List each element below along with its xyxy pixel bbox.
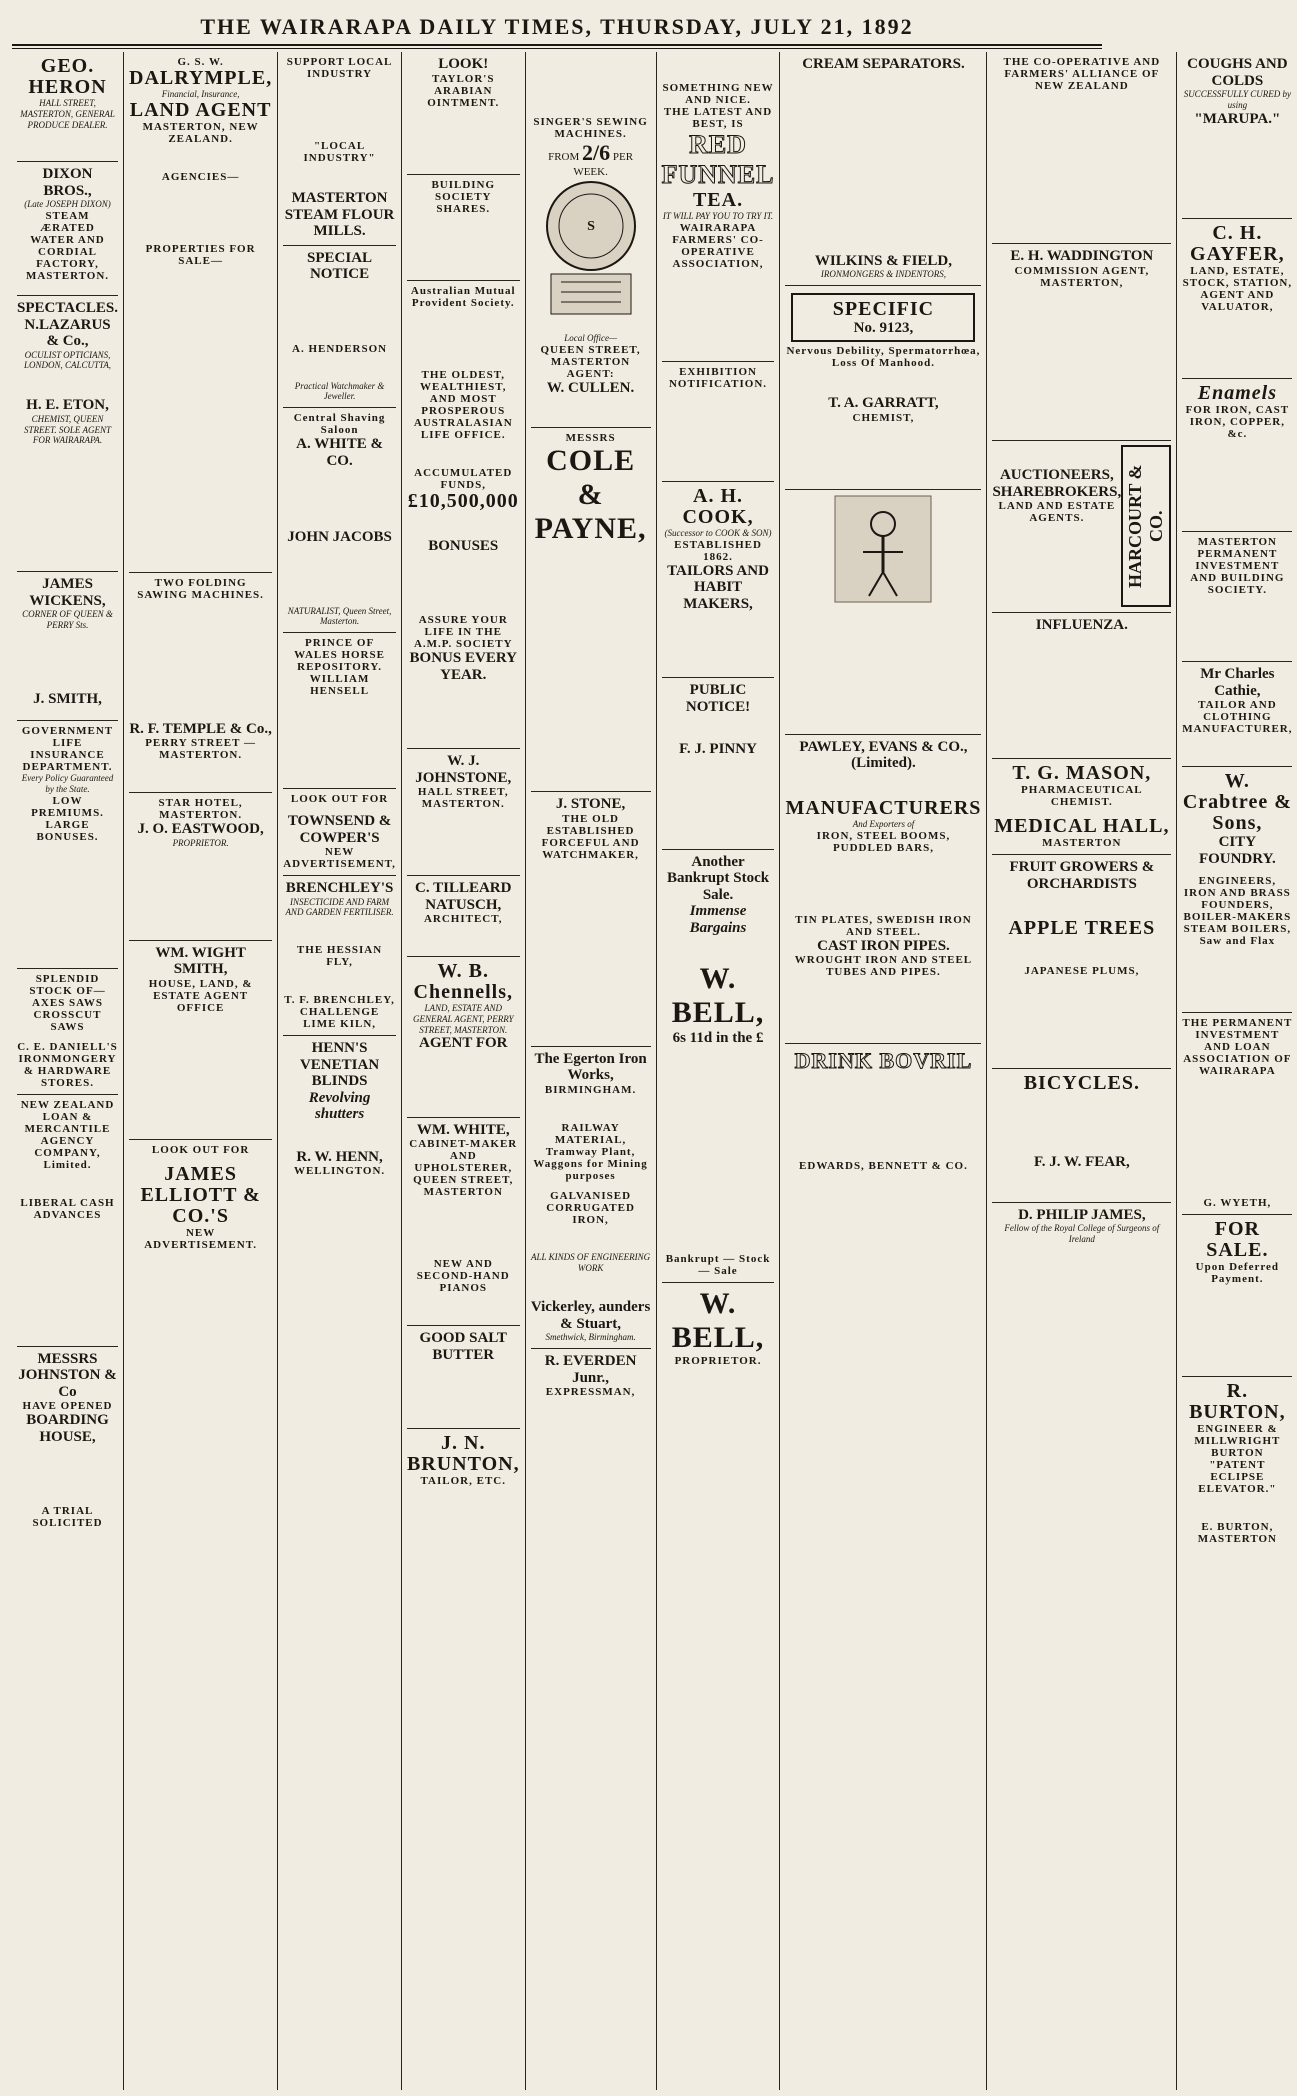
pawley-name: PAWLEY, EVANS & CO., (Limited).	[799, 738, 968, 772]
boarding-house: BOARDING HOUSE,	[26, 1412, 109, 1445]
natusch-sub: ARCHITECT,	[423, 913, 503, 925]
wickens-name: JAMES WICKENS,	[29, 576, 106, 609]
bicycles-heading: BICYCLES.	[1023, 1072, 1140, 1094]
vickerley-name: Vickerley, aunders & Stuart,	[530, 1299, 651, 1332]
bell-name: W. BELL,	[671, 962, 765, 1030]
stone-sub: THE OLD ESTABLISHED FORCEFUL AND WATCHMAKER,	[541, 812, 640, 861]
coughs-heading: COUGHS AND COLDS	[1187, 56, 1288, 89]
engineers-line: ENGINEERS, IRON AND BRASS FOUNDERS, BOILER-MAKERS	[1183, 875, 1292, 924]
deferred-line: Upon Deferred Payment.	[1195, 1261, 1280, 1286]
ad-enamels	[1182, 379, 1292, 532]
singer-heading: SINGER'S SEWING MACHINES.	[533, 116, 648, 140]
ad-elliott	[129, 1140, 272, 1256]
ad-nz-loan	[17, 1095, 118, 1347]
gayfer-name: C. H. GAYFER,	[1190, 222, 1285, 266]
for-sale-heading: FOR SALE.	[1206, 1218, 1269, 1262]
lookout2-heading: LOOK OUT FOR	[290, 793, 389, 806]
ad-dalrymple	[129, 52, 272, 573]
ad-heron	[17, 52, 118, 162]
bonus-year: BONUS EVERY YEAR.	[409, 650, 517, 683]
ad-waddington	[992, 244, 1171, 441]
ad-nz-invest	[1182, 1013, 1292, 1215]
wilkins-sub: IRONMONGERS & INDENTORS,	[820, 269, 946, 279]
figure-illustration-icon	[833, 494, 933, 604]
local-office: Local Office—	[564, 333, 617, 343]
brenchley-works: CHALLENGE LIME KILN,	[299, 1006, 380, 1031]
garratt-name: T. A. GARRATT,	[828, 395, 939, 412]
coughs-sub: SUCCESSFULLY CURED by using	[1183, 89, 1292, 110]
ad-johnston	[17, 1347, 118, 1535]
wickens-sub: CORNER OF QUEEN & PERRY Sts.	[22, 609, 113, 630]
ad-mason	[992, 759, 1171, 855]
ad-sawing	[129, 573, 272, 794]
brenchley-name: T. F. BRENCHLEY,	[284, 994, 395, 1007]
heron-sub: HALL STREET, MASTERTON, GENERAL PRODUCE DEALER.	[20, 98, 115, 130]
column-8	[987, 52, 1177, 2090]
land-agent-heading: LAND AGENT	[129, 98, 272, 121]
ad-natusch	[407, 876, 520, 957]
look-heading: LOOK!	[438, 56, 489, 72]
splendid-stock: SPLENDID STOCK OF—	[29, 972, 106, 997]
johnston-sub: HAVE OPENED	[22, 1400, 113, 1413]
dixon-sub: (Late JOSEPH DIXON)	[24, 199, 111, 210]
price-from: FROM	[548, 151, 580, 163]
white-wm-sub: CABINET-MAKER AND UPHOLSTERER, QUEEN STREET, MASTERTON	[409, 1138, 518, 1199]
tea-sub: IT WILL PAY YOU TO TRY IT.	[662, 211, 774, 221]
ad-amp	[407, 281, 520, 750]
fear-name: F. J. W. FEAR,	[1033, 1154, 1130, 1170]
ad-fruit-growers	[992, 855, 1171, 1069]
building-heading: BUILDING SOCIETY SHARES.	[431, 178, 496, 215]
sharebrokers-line: SHAREBROKERS,	[992, 483, 1122, 500]
hensell-name: WILLIAM HENSELL	[309, 673, 370, 698]
ad-crabtree	[1182, 767, 1292, 1013]
price-per: PER WEEK.	[573, 151, 634, 178]
specific-heading: SPECIFIC	[832, 297, 935, 320]
eastwood-sub: PROPRIETOR.	[172, 837, 229, 848]
ad-philip-james	[992, 1203, 1171, 1250]
ad-star-hotel	[129, 793, 272, 940]
wright-sub: HOUSE, LAND, & ESTATE AGENT OFFICE	[148, 977, 253, 1014]
fruit-heading: FRUIT GROWERS & ORCHARDISTS	[1009, 859, 1155, 892]
chennells-sub: LAND, ESTATE AND GENERAL AGENT, PERRY STREET, MASTERTON.	[412, 1003, 514, 1035]
ad-brunton	[407, 1429, 520, 1492]
gov-sub: Every Policy Guaranteed by the State.	[21, 773, 114, 795]
price-value: 2/6	[582, 140, 611, 165]
burton-location: E. BURTON, MASTERTON	[1197, 1521, 1278, 1546]
spectacles-heading: SPECTACLES.	[17, 300, 119, 317]
egerton-sub: BIRMINGHAM.	[544, 1083, 637, 1096]
dalrymple-location: MASTERTON, NEW ZEALAND.	[142, 120, 259, 145]
oldest-heading: THE OLDEST, WEALTHIEST, AND MOST PROSPEROUS AUSTRALASIAN LIFE OFFICE.	[413, 368, 513, 441]
ad-pawley	[785, 735, 981, 1044]
gayfer-sub: LAND, ESTATE, STOCK, STATION, AGENT AND VALUATOR,	[1182, 265, 1293, 314]
ad-johnstone	[407, 749, 520, 876]
lookout-heading: LOOK OUT FOR	[151, 1143, 250, 1156]
ad-permanent-building	[1182, 532, 1292, 662]
columns	[12, 52, 1293, 2090]
local-industry-line: "LOCAL INDUSTRY"	[303, 140, 376, 164]
jacobs-name: JOHN JACOBS	[287, 529, 392, 546]
cook-name: A. H. COOK,	[682, 484, 754, 528]
land-estate-line: LAND AND ESTATE AGENTS.	[998, 500, 1116, 524]
cole-name: COLE &	[546, 444, 636, 512]
ad-specific	[785, 286, 981, 490]
tailors-line: TAILORS AND HABIT MAKERS,	[667, 562, 769, 612]
ad-cooperative	[992, 52, 1171, 244]
farmers-line: WAIRARAPA FARMERS' CO-OPERATIVE ASSOCIATION,	[672, 221, 764, 270]
mason-name: T. G. MASON,	[1012, 762, 1152, 784]
support-heading: SUPPORT LOCAL INDUSTRY	[286, 56, 393, 80]
low-premiums: LOW PREMIUMS.	[31, 794, 104, 819]
medical-sub: MASTERTON	[1042, 837, 1122, 849]
liberal-advances: LIBERAL CASH ADVANCES	[20, 1196, 115, 1221]
payne-name: PAYNE,	[534, 512, 647, 546]
pianos-heading: NEW AND SECOND-HAND PIANOS	[416, 1258, 510, 1295]
column-3	[278, 52, 402, 2090]
brenchley-heading: BRENCHLEY'S	[285, 880, 394, 897]
manufacturers-heading: MANUFACTURERS	[785, 796, 982, 819]
everden-name: R. EVERDEN Junr.,	[544, 1353, 637, 1386]
marupa-name: "MARUPA."	[1194, 110, 1281, 127]
nz-invest-heading: THE PERMANENT INVESTMENT AND LOAN ASSOCIATION OF WAIRARAPA	[1182, 1017, 1293, 1078]
ad-daniell	[17, 969, 118, 1095]
townsend-sub: NEW ADVERTISEMENT,	[283, 846, 396, 871]
ad-cream-separators	[785, 52, 981, 286]
brunton-sub: TAILOR, ETC.	[420, 1475, 506, 1488]
bovril-heading: DRINK BOVRIL	[794, 1048, 973, 1074]
lazarus-sub: OCULIST OPTICIANS, LONDON, CALCUTTA,	[23, 349, 112, 371]
waddington-name: E. H. WADDINGTON	[1010, 248, 1154, 264]
shaving-heading: Central Shaving Saloon	[293, 412, 386, 437]
ad-bell	[662, 850, 775, 1283]
railway-line: RAILWAY MATERIAL, Tramway Plant, Waggons for Mining purposes	[533, 1121, 648, 1182]
wright-name: WM. WIGHT SMITH,	[155, 944, 246, 978]
ad-government-life	[17, 721, 118, 969]
ad-exhibition	[662, 362, 775, 482]
chennells-name: W. B. Chennells,	[413, 960, 513, 1003]
revolving-heading: Revolving shutters	[308, 1089, 371, 1123]
properties-heading: PROPERTIES FOR SALE—	[145, 242, 256, 267]
column-1	[12, 52, 124, 2090]
gov-title: GOVERNMENT LIFE INSURANCE DEPARTMENT.	[21, 725, 114, 774]
daniell-stores: C. E. DANIELL'S IRONMONGERY & HARDWARE STORES.	[17, 1040, 118, 1089]
crabtree-name: W. Crabtree & Sons,	[1182, 770, 1292, 835]
bell2-name: W. BELL,	[671, 1286, 765, 1354]
column-7	[780, 52, 987, 2090]
johnstone-name: W. J. JOHNSTONE,	[415, 753, 512, 786]
bonuses-heading: BONUSES	[428, 537, 499, 554]
temple-name: R. F. TEMPLE & Co.,	[129, 720, 272, 737]
latest-best: THE LATEST AND BEST, IS	[663, 106, 773, 130]
ad-for-sale	[1182, 1215, 1292, 1377]
column-2	[124, 52, 278, 2090]
another-heading: Another Bankrupt Stock Sale.	[666, 853, 770, 903]
svg-text:S: S	[586, 219, 595, 234]
burton-sub: ENGINEER & MILLWRIGHT	[1194, 1423, 1281, 1448]
dalrymple-name: DALRYMPLE,	[129, 67, 273, 89]
harcourt-vertical: HARCOURT & CO.	[1121, 445, 1171, 607]
brenchley-sub: INSECTICIDE AND FARM AND GARDEN FERTILISER.	[285, 896, 394, 918]
philip-sub: Fellow of the Royal College of Surgeons of Ireland	[1004, 1223, 1160, 1244]
henns-heading: HENN'S	[311, 1040, 368, 1057]
dixon-line: STEAM ÆRATED WATER AND CORDIAL FACTORY, MASTERTON.	[25, 210, 110, 283]
special-notice-heading: SPECIAL NOTICE	[307, 249, 373, 282]
ad-shaving	[283, 408, 396, 633]
assure-heading: ASSURE YOUR LIFE IN THE A.M.P. SOCIETY	[413, 614, 513, 650]
henn-location: WELLINGTON.	[293, 1165, 386, 1178]
ad-stone	[531, 792, 651, 1047]
henderson-name: A. HENDERSON	[292, 342, 388, 355]
manufacturers-sub: And Exporters of	[852, 818, 915, 829]
eastwood-name: J. O. EASTWOOD,	[137, 821, 264, 838]
prince-heading: PRINCE OF WALES HORSE REPOSITORY.	[294, 637, 385, 674]
column-9	[1177, 52, 1297, 2090]
column-6	[657, 52, 781, 2090]
mason-sub: PHARMACEUTICAL CHEMIST.	[1021, 784, 1143, 808]
enamels-heading: Enamels	[1197, 382, 1277, 405]
cullen-name: W. CULLEN.	[546, 379, 635, 396]
crabtree-sub: CITY FOUNDRY.	[1198, 834, 1276, 867]
heron-name: GEO. HERON	[28, 55, 107, 98]
public-notice-heading: PUBLIC NOTICE!	[685, 682, 751, 715]
ad-building-shares	[407, 175, 520, 281]
waddington-sub: COMMISSION AGENT, MASTERTON,	[1014, 264, 1150, 289]
wrought-line: WROUGHT IRON AND STEEL TUBES AND PIPES.	[794, 954, 973, 979]
steam-boilers-line: STEAM BOILERS, Saw and Flax	[1183, 923, 1292, 948]
expressman-line: EXPRESSMAN,	[545, 1386, 636, 1399]
galvanised-line: GALVANISED CORRUGATED IRON,	[546, 1189, 635, 1226]
ad-wright-smith	[129, 941, 272, 1140]
ad-wickens	[17, 572, 118, 721]
iron-line: IRON, STEEL BOOMS, PUDDLED BARS,	[816, 829, 951, 854]
townsend-name: TOWNSEND & COWPER'S	[287, 813, 392, 846]
apple-trees: APPLE TREES	[1008, 917, 1156, 939]
funds-value: £10,500,000	[407, 489, 519, 512]
pinny-name: F. J. PINNY	[679, 741, 757, 758]
dixon-name: DIXON BROS.,	[42, 166, 93, 199]
ad-prince-wales	[283, 633, 396, 789]
exhibition-heading: EXHIBITION NOTIFICATION.	[668, 365, 768, 390]
cook-sub: (Successor to COOK & SON)	[664, 527, 772, 538]
influenza-heading: INFLUENZA.	[1035, 616, 1128, 633]
henn-name: R. W. HENN,	[296, 1148, 383, 1165]
axes-saws: AXES SAWS CROSSCUT SAWS	[31, 996, 104, 1033]
eclipse-line: BURTON "PATENT ECLIPSE ELEVATOR."	[1198, 1447, 1277, 1496]
eton-sub: CHEMIST, QUEEN STREET. SOLE AGENT FOR WAIRARAPA.	[24, 413, 111, 446]
ad-townsend	[283, 789, 396, 876]
johnston-name: MESSRS JOHNSTON & Co	[18, 1350, 117, 1400]
established-line: ESTABLISHED 1862.	[674, 538, 762, 563]
smith-name: J. SMITH,	[33, 690, 102, 707]
coop-heading: THE CO-OPERATIVE AND FARMERS' ALLIANCE OF NEW ZEALAND	[1003, 56, 1161, 92]
medical-hall: MEDICAL HALL,	[994, 815, 1170, 837]
ad-gayfer	[1182, 219, 1292, 379]
bell2-sub: PROPRIETOR.	[674, 1354, 762, 1367]
ironwork-line: ALL KINDS OF ENGINEERING WORK	[531, 1251, 651, 1273]
ad-white-wm	[407, 1118, 520, 1327]
nzloan-title: NEW ZEALAND LOAN & MERCANTILE AGENCY COMPANY, Limited.	[20, 1098, 115, 1171]
white-wm-name: WM. WHITE,	[416, 1121, 510, 1138]
nervous-line: Nervous Debility, Spermatorrhœa, Loss Of Manhood.	[786, 345, 981, 370]
natusch-name: C. TILLEARD NATUSCH,	[415, 880, 512, 913]
ad-chennells	[407, 957, 520, 1118]
ad-burton	[1182, 1377, 1292, 1550]
edwards-line: EDWARDS, BENNETT & CO.	[799, 1160, 968, 1173]
ointment-heading: TAYLOR'S ARABIAN OINTMENT.	[427, 72, 500, 109]
ad-influenza	[992, 613, 1171, 760]
ad-figure-illustration	[785, 490, 981, 735]
funds-heading: ACCUMULATED FUNDS,	[414, 466, 513, 491]
cathie-name: Mr Charles Cathie,	[1200, 666, 1275, 699]
cream-heading: CREAM SEPARATORS.	[802, 56, 965, 72]
large-bonuses: LARGE BONUSES.	[36, 818, 99, 843]
specific-box	[791, 293, 975, 343]
cathie-sub: TAILOR AND CLOTHING MANUFACTURER,	[1182, 699, 1293, 736]
ad-bicycles	[992, 1069, 1171, 1203]
enamels-sub: FOR IRON, CAST IRON, COPPER, &c.	[1185, 404, 1290, 441]
temple-sub: PERRY STREET — MASTERTON.	[145, 737, 257, 762]
dalrymple-initials: G. S. W.	[177, 56, 224, 68]
ad-taylors-ointment	[407, 52, 520, 175]
permanent-heading: MASTERTON PERMANENT INVESTMENT AND BUILDING SOCIETY.	[1190, 536, 1285, 597]
egerton-name: The Egerton Iron Works,	[534, 1050, 647, 1084]
vickerley-sub: Smethwick, Birmingham.	[545, 1332, 636, 1343]
ad-public-notice	[662, 678, 775, 850]
ad-special-notice	[283, 246, 396, 409]
masthead-title: THE WAIRARAPA DAILY TIMES, THURSDAY, JULY 21, 1892	[200, 14, 914, 39]
ad-support-industry	[283, 52, 396, 246]
salt-butter-heading: GOOD SALT BUTTER	[419, 1330, 507, 1363]
ad-bovril	[785, 1044, 981, 1177]
trial-solicited: A TRIAL SOLICITED	[32, 1505, 103, 1530]
henderson-sub: Practical Watchmaker & Jeweller.	[294, 380, 385, 402]
ad-everden	[531, 1349, 651, 1403]
philip-name: D. PHILIP JAMES,	[1018, 1206, 1146, 1223]
japanese-plums: JAPANESE PLUMS,	[1024, 965, 1140, 977]
wilkins-name: WILKINS & FIELD,	[814, 252, 952, 269]
venetian-heading: VENETIAN BLINDS	[299, 1056, 380, 1090]
column-4	[402, 52, 526, 2090]
tin-plates-line: TIN PLATES, SWEDISH IRON AND STEEL.	[795, 913, 972, 938]
tea-heading: TEA.	[692, 189, 744, 211]
column-5	[526, 52, 657, 2090]
elliott-sub: NEW ADVERTISEMENT.	[144, 1226, 257, 1251]
agent-for-heading: AGENT FOR	[419, 1035, 508, 1052]
ad-harcourt	[992, 441, 1171, 613]
agent-label: AGENT:	[566, 367, 615, 380]
johnstone-sub: HALL STREET, MASTERTON.	[417, 786, 509, 810]
specific-number: No. 9123,	[853, 319, 914, 336]
cast-iron-line: CAST IRON PIPES.	[817, 937, 950, 954]
ad-singer	[531, 52, 651, 428]
star-hotel-heading: STAR HOTEL, MASTERTON.	[158, 797, 243, 822]
hessian-fly: THE HESSIAN FLY,	[296, 944, 383, 969]
ad-cathie	[1182, 662, 1292, 767]
steam-mills: MASTERTON STEAM FLOUR MILLS.	[284, 190, 395, 239]
sawing-heading: TWO FOLDING SAWING MACHINES.	[137, 576, 264, 601]
auctioneers-line: AUCTIONEERS,	[999, 467, 1114, 483]
agencies-heading: AGENCIES—	[161, 170, 240, 183]
sold-rate: 6s 11d in the £	[672, 1030, 764, 1047]
bargains-heading: Immense Bargains	[689, 903, 747, 936]
ad-cook	[662, 482, 775, 678]
dalrymple-sub: Financial, Insurance,	[161, 89, 240, 99]
white-name: A. WHITE & CO.	[296, 436, 383, 469]
stone-name: J. STONE,	[555, 796, 626, 813]
red-funnel-heading: RED FUNNEL	[661, 130, 775, 189]
brunton-name: J. N. BRUNTON,	[406, 1432, 520, 1476]
lazarus-name: N.LAZARUS & Co.,	[24, 316, 111, 350]
something-new: SOMETHING NEW AND NICE.	[662, 82, 774, 106]
elliott-name: JAMES ELLIOTT & CO.'S	[140, 1162, 261, 1227]
bankrupt-line: Bankrupt — Stock — Sale	[665, 1252, 771, 1277]
ad-red-funnel	[662, 52, 775, 362]
singer-price	[531, 140, 651, 178]
ad-brenchley	[283, 876, 396, 1036]
ad-salt-butter	[407, 1326, 520, 1429]
messrs-label: MESSRS	[565, 432, 616, 445]
wyeth-name: G. WYETH,	[1203, 1197, 1272, 1210]
queen-street: QUEEN STREET, MASTERTON	[540, 343, 641, 368]
ad-henn	[283, 1036, 396, 1182]
ad-marupa	[1182, 52, 1292, 219]
singer-logo-icon	[531, 178, 651, 328]
ad-egerton	[531, 1047, 651, 1349]
ad-lazarus	[17, 296, 118, 572]
burton-name: R. BURTON,	[1189, 1380, 1286, 1424]
masthead-rule	[12, 44, 1102, 49]
ad-bell-2	[662, 1283, 775, 1372]
ad-cole-payne	[531, 428, 651, 792]
jacobs-sub: NATURALIST, Queen Street, Masterton.	[287, 605, 392, 627]
eton-name: H. E. ETON,	[26, 397, 109, 414]
ad-dixon	[17, 162, 118, 296]
amp-heading: Australian Mutual Provident Society.	[410, 284, 516, 309]
garratt-sub: CHEMIST,	[852, 411, 915, 424]
